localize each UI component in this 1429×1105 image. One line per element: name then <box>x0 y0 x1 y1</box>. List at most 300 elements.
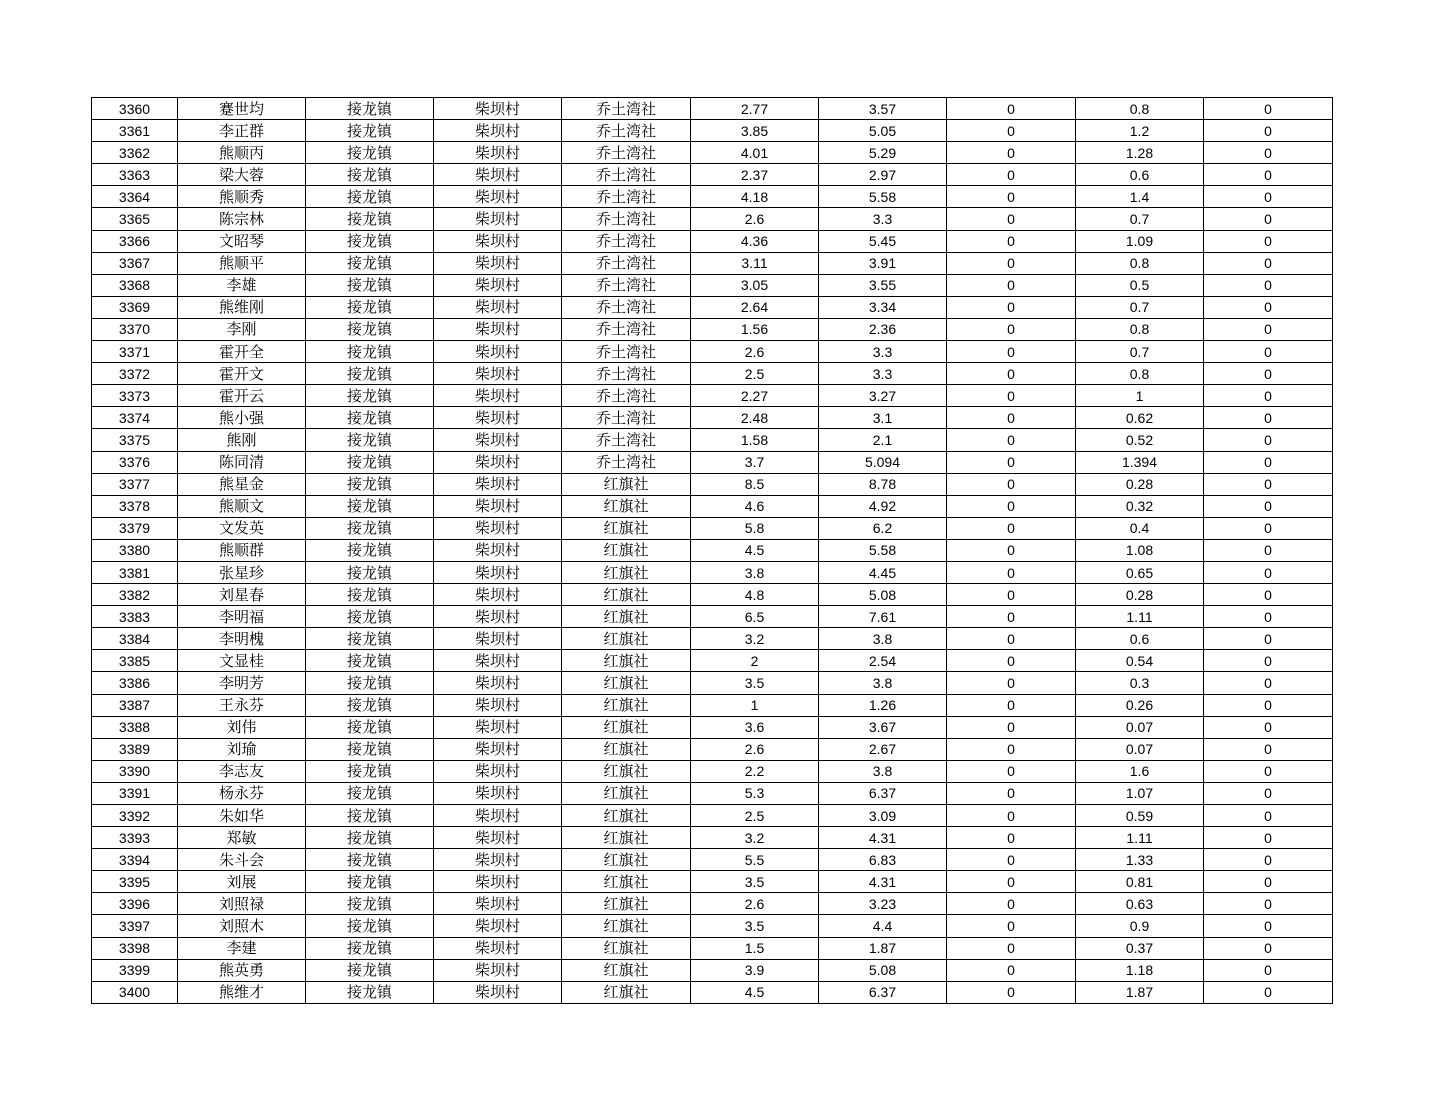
value-1-cell: 2.77 <box>691 98 819 120</box>
value-5-cell: 0 <box>1204 871 1333 893</box>
value-4-cell: 0.07 <box>1076 716 1204 738</box>
row-id-cell: 3360 <box>92 98 178 120</box>
town-cell: 接龙镇 <box>306 517 434 539</box>
value-4-cell: 0.6 <box>1076 164 1204 186</box>
row-id-cell: 3367 <box>92 252 178 274</box>
value-2-cell: 3.8 <box>819 628 947 650</box>
value-4-cell: 1.11 <box>1076 606 1204 628</box>
value-1-cell: 3.8 <box>691 561 819 583</box>
name-cell: 杨永芬 <box>178 782 306 804</box>
value-2-cell: 3.1 <box>819 407 947 429</box>
table-row <box>92 385 1333 407</box>
row-id-cell: 3377 <box>92 473 178 495</box>
value-2-cell: 5.45 <box>819 230 947 252</box>
name-cell: 熊顺文 <box>178 495 306 517</box>
table-row <box>92 296 1333 318</box>
value-3-cell: 0 <box>947 871 1076 893</box>
village-cell: 柴坝村 <box>434 915 562 937</box>
value-3-cell: 0 <box>947 650 1076 672</box>
name-cell: 陈宗林 <box>178 208 306 230</box>
value-5-cell: 0 <box>1204 915 1333 937</box>
value-3-cell: 0 <box>947 98 1076 120</box>
village-cell: 柴坝村 <box>434 429 562 451</box>
group-cell: 乔土湾社 <box>562 142 691 164</box>
row-id-cell: 3387 <box>92 694 178 716</box>
village-cell: 柴坝村 <box>434 561 562 583</box>
value-1-cell: 6.5 <box>691 606 819 628</box>
value-1-cell: 2.5 <box>691 805 819 827</box>
group-cell: 乔土湾社 <box>562 120 691 142</box>
village-cell: 柴坝村 <box>434 252 562 274</box>
value-3-cell: 0 <box>947 628 1076 650</box>
value-2-cell: 3.55 <box>819 274 947 296</box>
group-cell: 乔土湾社 <box>562 385 691 407</box>
group-cell: 乔土湾社 <box>562 230 691 252</box>
value-4-cell: 1.4 <box>1076 186 1204 208</box>
table-row <box>92 915 1333 937</box>
value-1-cell: 3.5 <box>691 871 819 893</box>
value-5-cell: 0 <box>1204 606 1333 628</box>
value-1-cell: 1.56 <box>691 318 819 340</box>
value-2-cell: 3.23 <box>819 893 947 915</box>
town-cell: 接龙镇 <box>306 606 434 628</box>
village-cell: 柴坝村 <box>434 694 562 716</box>
village-cell: 柴坝村 <box>434 296 562 318</box>
table-row <box>92 959 1333 981</box>
value-1-cell: 2 <box>691 650 819 672</box>
town-cell: 接龙镇 <box>306 98 434 120</box>
village-cell: 柴坝村 <box>434 606 562 628</box>
data-table <box>91 97 1333 1004</box>
name-cell: 熊维刚 <box>178 296 306 318</box>
group-cell: 红旗社 <box>562 738 691 760</box>
value-2-cell: 6.37 <box>819 782 947 804</box>
value-3-cell: 0 <box>947 142 1076 164</box>
value-4-cell: 0.63 <box>1076 893 1204 915</box>
row-id-cell: 3366 <box>92 230 178 252</box>
table-row <box>92 981 1333 1003</box>
value-1-cell: 2.6 <box>691 893 819 915</box>
value-4-cell: 0.7 <box>1076 341 1204 363</box>
value-3-cell: 0 <box>947 296 1076 318</box>
village-cell: 柴坝村 <box>434 650 562 672</box>
value-1-cell: 2.6 <box>691 738 819 760</box>
table-row <box>92 694 1333 716</box>
value-5-cell: 0 <box>1204 959 1333 981</box>
value-4-cell: 0.28 <box>1076 584 1204 606</box>
table-row <box>92 363 1333 385</box>
row-id-cell: 3371 <box>92 341 178 363</box>
value-5-cell: 0 <box>1204 849 1333 871</box>
name-cell: 熊顺秀 <box>178 186 306 208</box>
row-id-cell: 3363 <box>92 164 178 186</box>
value-1-cell: 1.58 <box>691 429 819 451</box>
value-4-cell: 1.6 <box>1076 760 1204 782</box>
row-id-cell: 3396 <box>92 893 178 915</box>
town-cell: 接龙镇 <box>306 959 434 981</box>
value-2-cell: 2.67 <box>819 738 947 760</box>
table-row <box>92 407 1333 429</box>
village-cell: 柴坝村 <box>434 827 562 849</box>
value-3-cell: 0 <box>947 606 1076 628</box>
row-id-cell: 3398 <box>92 937 178 959</box>
town-cell: 接龙镇 <box>306 827 434 849</box>
table-row <box>92 318 1333 340</box>
table-row <box>92 561 1333 583</box>
value-2-cell: 3.3 <box>819 363 947 385</box>
value-4-cell: 0.4 <box>1076 517 1204 539</box>
value-5-cell: 0 <box>1204 738 1333 760</box>
value-1-cell: 3.5 <box>691 672 819 694</box>
village-cell: 柴坝村 <box>434 385 562 407</box>
name-cell: 郑敏 <box>178 827 306 849</box>
value-2-cell: 2.97 <box>819 164 947 186</box>
village-cell: 柴坝村 <box>434 186 562 208</box>
town-cell: 接龙镇 <box>306 451 434 473</box>
value-5-cell: 0 <box>1204 495 1333 517</box>
group-cell: 乔土湾社 <box>562 296 691 318</box>
table-row <box>92 473 1333 495</box>
value-1-cell: 4.18 <box>691 186 819 208</box>
value-2-cell: 1.87 <box>819 937 947 959</box>
group-cell: 红旗社 <box>562 915 691 937</box>
row-id-cell: 3388 <box>92 716 178 738</box>
value-1-cell: 4.5 <box>691 539 819 561</box>
name-cell: 刘伟 <box>178 716 306 738</box>
row-id-cell: 3365 <box>92 208 178 230</box>
village-cell: 柴坝村 <box>434 407 562 429</box>
group-cell: 红旗社 <box>562 959 691 981</box>
table-row <box>92 429 1333 451</box>
row-id-cell: 3384 <box>92 628 178 650</box>
value-4-cell: 0.8 <box>1076 98 1204 120</box>
value-1-cell: 8.5 <box>691 473 819 495</box>
value-1-cell: 1 <box>691 694 819 716</box>
name-cell: 熊顺平 <box>178 252 306 274</box>
value-4-cell: 0.3 <box>1076 672 1204 694</box>
name-cell: 文发英 <box>178 517 306 539</box>
value-2-cell: 3.27 <box>819 385 947 407</box>
value-3-cell: 0 <box>947 274 1076 296</box>
value-5-cell: 0 <box>1204 296 1333 318</box>
name-cell: 霍开文 <box>178 363 306 385</box>
town-cell: 接龙镇 <box>306 893 434 915</box>
village-cell: 柴坝村 <box>434 98 562 120</box>
value-2-cell: 5.08 <box>819 959 947 981</box>
table-row <box>92 738 1333 760</box>
value-2-cell: 7.61 <box>819 606 947 628</box>
value-5-cell: 0 <box>1204 98 1333 120</box>
value-4-cell: 1.33 <box>1076 849 1204 871</box>
name-cell: 刘照木 <box>178 915 306 937</box>
value-3-cell: 0 <box>947 893 1076 915</box>
group-cell: 红旗社 <box>562 628 691 650</box>
value-4-cell: 0.6 <box>1076 628 1204 650</box>
value-1-cell: 3.85 <box>691 120 819 142</box>
village-cell: 柴坝村 <box>434 274 562 296</box>
table-body <box>92 98 1333 1004</box>
table-row <box>92 606 1333 628</box>
village-cell: 柴坝村 <box>434 849 562 871</box>
value-2-cell: 3.8 <box>819 760 947 782</box>
value-3-cell: 0 <box>947 385 1076 407</box>
value-1-cell: 3.5 <box>691 915 819 937</box>
village-cell: 柴坝村 <box>434 517 562 539</box>
row-id-cell: 3392 <box>92 805 178 827</box>
value-3-cell: 0 <box>947 517 1076 539</box>
village-cell: 柴坝村 <box>434 738 562 760</box>
value-5-cell: 0 <box>1204 672 1333 694</box>
value-2-cell: 5.05 <box>819 120 947 142</box>
value-1-cell: 4.01 <box>691 142 819 164</box>
value-5-cell: 0 <box>1204 981 1333 1003</box>
table-row <box>92 539 1333 561</box>
town-cell: 接龙镇 <box>306 186 434 208</box>
value-5-cell: 0 <box>1204 363 1333 385</box>
value-3-cell: 0 <box>947 672 1076 694</box>
row-id-cell: 3378 <box>92 495 178 517</box>
value-1-cell: 5.8 <box>691 517 819 539</box>
value-5-cell: 0 <box>1204 451 1333 473</box>
value-2-cell: 5.08 <box>819 584 947 606</box>
table-row <box>92 517 1333 539</box>
row-id-cell: 3382 <box>92 584 178 606</box>
table-row <box>92 584 1333 606</box>
group-cell: 红旗社 <box>562 893 691 915</box>
row-id-cell: 3373 <box>92 385 178 407</box>
value-4-cell: 0.28 <box>1076 473 1204 495</box>
value-1-cell: 3.2 <box>691 827 819 849</box>
value-3-cell: 0 <box>947 208 1076 230</box>
row-id-cell: 3375 <box>92 429 178 451</box>
value-3-cell: 0 <box>947 584 1076 606</box>
village-cell: 柴坝村 <box>434 672 562 694</box>
value-5-cell: 0 <box>1204 827 1333 849</box>
value-3-cell: 0 <box>947 937 1076 959</box>
value-5-cell: 0 <box>1204 517 1333 539</box>
town-cell: 接龙镇 <box>306 318 434 340</box>
group-cell: 红旗社 <box>562 871 691 893</box>
town-cell: 接龙镇 <box>306 274 434 296</box>
village-cell: 柴坝村 <box>434 208 562 230</box>
row-id-cell: 3364 <box>92 186 178 208</box>
name-cell: 熊维才 <box>178 981 306 1003</box>
name-cell: 熊顺丙 <box>178 142 306 164</box>
table-row <box>92 827 1333 849</box>
table-row <box>92 451 1333 473</box>
value-4-cell: 0.26 <box>1076 694 1204 716</box>
value-4-cell: 0.5 <box>1076 274 1204 296</box>
value-5-cell: 0 <box>1204 716 1333 738</box>
town-cell: 接龙镇 <box>306 296 434 318</box>
village-cell: 柴坝村 <box>434 164 562 186</box>
group-cell: 红旗社 <box>562 473 691 495</box>
value-3-cell: 0 <box>947 805 1076 827</box>
town-cell: 接龙镇 <box>306 230 434 252</box>
row-id-cell: 3362 <box>92 142 178 164</box>
value-2-cell: 5.58 <box>819 539 947 561</box>
value-5-cell: 0 <box>1204 341 1333 363</box>
value-3-cell: 0 <box>947 120 1076 142</box>
table-row <box>92 716 1333 738</box>
value-5-cell: 0 <box>1204 694 1333 716</box>
value-5-cell: 0 <box>1204 120 1333 142</box>
group-cell: 红旗社 <box>562 694 691 716</box>
town-cell: 接龙镇 <box>306 805 434 827</box>
town-cell: 接龙镇 <box>306 738 434 760</box>
village-cell: 柴坝村 <box>434 230 562 252</box>
table-row <box>92 650 1333 672</box>
table-row <box>92 495 1333 517</box>
row-id-cell: 3370 <box>92 318 178 340</box>
name-cell: 李雄 <box>178 274 306 296</box>
village-cell: 柴坝村 <box>434 341 562 363</box>
value-2-cell: 3.67 <box>819 716 947 738</box>
name-cell: 刘照禄 <box>178 893 306 915</box>
name-cell: 李刚 <box>178 318 306 340</box>
row-id-cell: 3386 <box>92 672 178 694</box>
value-3-cell: 0 <box>947 561 1076 583</box>
town-cell: 接龙镇 <box>306 208 434 230</box>
group-cell: 红旗社 <box>562 606 691 628</box>
value-1-cell: 3.7 <box>691 451 819 473</box>
value-5-cell: 0 <box>1204 208 1333 230</box>
value-4-cell: 1.08 <box>1076 539 1204 561</box>
group-cell: 乔土湾社 <box>562 318 691 340</box>
table-row <box>92 142 1333 164</box>
value-3-cell: 0 <box>947 959 1076 981</box>
name-cell: 熊顺群 <box>178 539 306 561</box>
value-4-cell: 0.7 <box>1076 296 1204 318</box>
town-cell: 接龙镇 <box>306 164 434 186</box>
value-1-cell: 5.3 <box>691 782 819 804</box>
value-5-cell: 0 <box>1204 164 1333 186</box>
value-4-cell: 0.65 <box>1076 561 1204 583</box>
table-row <box>92 937 1333 959</box>
value-4-cell: 1.394 <box>1076 451 1204 473</box>
value-4-cell: 0.81 <box>1076 871 1204 893</box>
value-2-cell: 3.09 <box>819 805 947 827</box>
town-cell: 接龙镇 <box>306 782 434 804</box>
name-cell: 熊英勇 <box>178 959 306 981</box>
village-cell: 柴坝村 <box>434 760 562 782</box>
value-4-cell: 0.9 <box>1076 915 1204 937</box>
group-cell: 红旗社 <box>562 650 691 672</box>
group-cell: 乔土湾社 <box>562 341 691 363</box>
value-3-cell: 0 <box>947 738 1076 760</box>
table-row <box>92 628 1333 650</box>
group-cell: 乔土湾社 <box>562 407 691 429</box>
name-cell: 张星珍 <box>178 561 306 583</box>
group-cell: 红旗社 <box>562 561 691 583</box>
value-5-cell: 0 <box>1204 628 1333 650</box>
group-cell: 红旗社 <box>562 517 691 539</box>
value-4-cell: 0.52 <box>1076 429 1204 451</box>
value-3-cell: 0 <box>947 341 1076 363</box>
value-2-cell: 8.78 <box>819 473 947 495</box>
village-cell: 柴坝村 <box>434 584 562 606</box>
value-5-cell: 0 <box>1204 893 1333 915</box>
group-cell: 乔土湾社 <box>562 252 691 274</box>
value-3-cell: 0 <box>947 473 1076 495</box>
value-1-cell: 2.6 <box>691 341 819 363</box>
village-cell: 柴坝村 <box>434 782 562 804</box>
value-4-cell: 0.54 <box>1076 650 1204 672</box>
value-4-cell: 1.09 <box>1076 230 1204 252</box>
group-cell: 红旗社 <box>562 981 691 1003</box>
group-cell: 红旗社 <box>562 760 691 782</box>
value-5-cell: 0 <box>1204 805 1333 827</box>
name-cell: 李明芳 <box>178 672 306 694</box>
town-cell: 接龙镇 <box>306 915 434 937</box>
table-row <box>92 805 1333 827</box>
village-cell: 柴坝村 <box>434 805 562 827</box>
value-2-cell: 6.2 <box>819 517 947 539</box>
row-id-cell: 3393 <box>92 827 178 849</box>
value-5-cell: 0 <box>1204 318 1333 340</box>
value-5-cell: 0 <box>1204 584 1333 606</box>
village-cell: 柴坝村 <box>434 318 562 340</box>
row-id-cell: 3361 <box>92 120 178 142</box>
group-cell: 红旗社 <box>562 539 691 561</box>
group-cell: 红旗社 <box>562 495 691 517</box>
town-cell: 接龙镇 <box>306 760 434 782</box>
value-2-cell: 4.92 <box>819 495 947 517</box>
value-1-cell: 1.5 <box>691 937 819 959</box>
row-id-cell: 3391 <box>92 782 178 804</box>
value-2-cell: 3.3 <box>819 341 947 363</box>
table-row <box>92 760 1333 782</box>
value-1-cell: 4.5 <box>691 981 819 1003</box>
value-1-cell: 2.5 <box>691 363 819 385</box>
value-5-cell: 0 <box>1204 473 1333 495</box>
value-2-cell: 4.4 <box>819 915 947 937</box>
value-1-cell: 3.11 <box>691 252 819 274</box>
village-cell: 柴坝村 <box>434 628 562 650</box>
village-cell: 柴坝村 <box>434 451 562 473</box>
town-cell: 接龙镇 <box>306 142 434 164</box>
value-5-cell: 0 <box>1204 760 1333 782</box>
town-cell: 接龙镇 <box>306 937 434 959</box>
group-cell: 乔土湾社 <box>562 208 691 230</box>
table-row <box>92 230 1333 252</box>
name-cell: 文显桂 <box>178 650 306 672</box>
value-3-cell: 0 <box>947 760 1076 782</box>
group-cell: 红旗社 <box>562 805 691 827</box>
row-id-cell: 3397 <box>92 915 178 937</box>
table-row <box>92 341 1333 363</box>
town-cell: 接龙镇 <box>306 694 434 716</box>
value-2-cell: 4.45 <box>819 561 947 583</box>
value-3-cell: 0 <box>947 694 1076 716</box>
value-4-cell: 0.8 <box>1076 252 1204 274</box>
value-2-cell: 5.094 <box>819 451 947 473</box>
value-2-cell: 1.26 <box>819 694 947 716</box>
value-4-cell: 1.07 <box>1076 782 1204 804</box>
name-cell: 梁大蓉 <box>178 164 306 186</box>
value-5-cell: 0 <box>1204 650 1333 672</box>
name-cell: 陈同清 <box>178 451 306 473</box>
name-cell: 蹇世均 <box>178 98 306 120</box>
group-cell: 乔土湾社 <box>562 429 691 451</box>
value-5-cell: 0 <box>1204 937 1333 959</box>
value-5-cell: 0 <box>1204 142 1333 164</box>
value-4-cell: 1.28 <box>1076 142 1204 164</box>
value-2-cell: 6.37 <box>819 981 947 1003</box>
group-cell: 红旗社 <box>562 716 691 738</box>
name-cell: 熊星金 <box>178 473 306 495</box>
value-4-cell: 1.11 <box>1076 827 1204 849</box>
